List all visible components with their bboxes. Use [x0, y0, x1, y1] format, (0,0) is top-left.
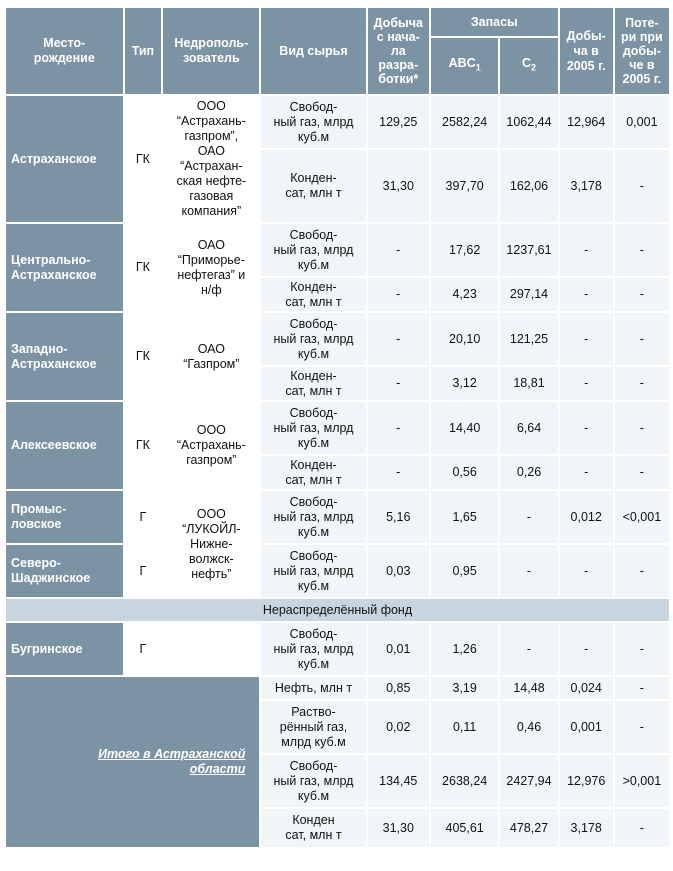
header-user: Недрополь- зователь	[163, 8, 259, 94]
value-loss2005: -	[615, 456, 669, 489]
value-loss2005: -	[615, 623, 669, 675]
field-name: Промыс- ловское	[6, 491, 123, 543]
value-prod2005: -	[560, 367, 613, 400]
raw-type: Конден сат, млн т	[261, 809, 365, 847]
value-prod2005: 0,012	[560, 491, 613, 543]
value-c2: 1062,44	[500, 96, 557, 148]
header-prod2005: Добы- ча в 2005 г.	[560, 8, 613, 94]
value-production: 0,85	[368, 677, 429, 699]
value-production: 31,30	[368, 809, 429, 847]
field-name: Алексеевское	[6, 402, 123, 489]
field-user: ОАО “Газпром”	[163, 313, 259, 400]
value-production: 129,25	[368, 96, 429, 148]
raw-type: Нефть, млн т	[261, 677, 365, 699]
raw-type: Свобод- ный газ, млрд куб.м	[261, 96, 365, 148]
section-title: Нераспределённый фонд	[6, 599, 669, 621]
raw-type: Свобод- ный газ, млрд куб.м	[261, 402, 365, 454]
raw-type: Конден- сат, млн т	[261, 367, 365, 400]
header-production-total: Добыча с нача- ла разра- ботки*	[368, 8, 429, 94]
header-type: Тип	[125, 8, 162, 94]
value-loss2005: -	[615, 278, 669, 311]
field-user: ОАО “Приморье- нефтегаз” и н/ф	[163, 224, 259, 311]
value-abc: 20,10	[431, 313, 498, 365]
header-abc: $ABC_1$	[431, 38, 498, 94]
value-abc: 3,19	[431, 677, 498, 699]
raw-type: Конден- сат, млн т	[261, 278, 365, 311]
value-loss2005: -	[615, 313, 669, 365]
raw-type: Свобод- ный газ, млрд куб.м	[261, 545, 365, 597]
value-prod2005: 0,001	[560, 701, 613, 753]
value-c2: 6,64	[500, 402, 557, 454]
header-reserves: Запасы	[431, 8, 558, 36]
header-loss2005: Поте- ри при добы- че в 2005 г.	[615, 8, 669, 94]
raw-type: Свобод- ный газ, млрд куб.м	[261, 755, 365, 807]
value-abc: 397,70	[431, 150, 498, 222]
value-c2: -	[500, 545, 557, 597]
value-loss2005: 0,001	[615, 96, 669, 148]
raw-type: Конден- сат, млн т	[261, 456, 365, 489]
header-c2: $C_2$	[500, 38, 557, 94]
value-production: 0,03	[368, 545, 429, 597]
value-production: 0,01	[368, 623, 429, 675]
value-c2: 162,06	[500, 150, 557, 222]
field-name: Астраханское	[6, 96, 123, 222]
field-type: ГК	[125, 402, 162, 489]
field-name: Центрально- Астраханское	[6, 224, 123, 311]
value-c2: -	[500, 491, 557, 543]
value-abc: 0,56	[431, 456, 498, 489]
value-c2: 0,26	[500, 456, 557, 489]
value-abc: 1,26	[431, 623, 498, 675]
value-loss2005: -	[615, 545, 669, 597]
value-prod2005: -	[560, 623, 613, 675]
raw-type: Свобод- ный газ, млрд куб.м	[261, 623, 365, 675]
value-production: 31,30	[368, 150, 429, 222]
value-prod2005: -	[560, 224, 613, 276]
value-abc: 1,65	[431, 491, 498, 543]
field-type: Г	[125, 623, 162, 675]
value-production: -	[368, 224, 429, 276]
value-prod2005: -	[560, 545, 613, 597]
value-c2: 18,81	[500, 367, 557, 400]
value-c2: -	[500, 623, 557, 675]
value-production: -	[368, 456, 429, 489]
total-label: Итого в Астраханской области	[6, 677, 259, 847]
field-type: Г	[125, 545, 162, 597]
field-type: ГК	[125, 224, 162, 311]
value-production: -	[368, 402, 429, 454]
value-abc: 2638,24	[431, 755, 498, 807]
value-abc: 14,40	[431, 402, 498, 454]
value-c2: 1237,61	[500, 224, 557, 276]
field-type: Г	[125, 491, 162, 543]
field-user: ООО “ЛУКОЙЛ- Нижне- волжск- нефть”	[163, 491, 259, 597]
value-loss2005: -	[615, 150, 669, 222]
value-prod2005: 3,178	[560, 809, 613, 847]
field-type: ГК	[125, 313, 162, 400]
value-loss2005: -	[615, 367, 669, 400]
value-loss2005: -	[615, 224, 669, 276]
field-user: ООО “Астрахань- газпром”, ОАО “Астрахан- ская нефте- газовая компания”	[163, 96, 259, 222]
value-abc: 3,12	[431, 367, 498, 400]
raw-type: Свобод- ный газ, млрд куб.м	[261, 224, 365, 276]
header-field: Место- рождение	[6, 8, 123, 94]
value-prod2005: 3,178	[560, 150, 613, 222]
reserves-table	[4, 6, 671, 849]
value-production: 134,45	[368, 755, 429, 807]
value-prod2005: 12,976	[560, 755, 613, 807]
value-production: -	[368, 367, 429, 400]
value-loss2005: -	[615, 701, 669, 753]
raw-type: Свобод- ный газ, млрд куб.м	[261, 491, 365, 543]
value-c2: 2427,94	[500, 755, 557, 807]
field-type: ГК	[125, 96, 162, 222]
raw-type: Свобод- ный газ, млрд куб.м	[261, 313, 365, 365]
value-abc: 0,95	[431, 545, 498, 597]
value-prod2005: 0,024	[560, 677, 613, 699]
value-prod2005: -	[560, 456, 613, 489]
value-production: 0,02	[368, 701, 429, 753]
field-name: Западно- Астраханское	[6, 313, 123, 400]
header-raw: Вид сырья	[261, 8, 365, 94]
value-prod2005: -	[560, 402, 613, 454]
raw-type: Конден- сат, млн т	[261, 150, 365, 222]
field-user: ООО “Астрахань- газпром”	[163, 402, 259, 489]
value-abc: 405,61	[431, 809, 498, 847]
value-loss2005: -	[615, 677, 669, 699]
value-abc: 4,23	[431, 278, 498, 311]
value-c2: 0,46	[500, 701, 557, 753]
value-loss2005: -	[615, 809, 669, 847]
value-prod2005: 12,964	[560, 96, 613, 148]
value-abc: 17,62	[431, 224, 498, 276]
value-prod2005: -	[560, 313, 613, 365]
value-production: -	[368, 278, 429, 311]
value-loss2005: <0,001	[615, 491, 669, 543]
value-c2: 478,27	[500, 809, 557, 847]
value-loss2005: >0,001	[615, 755, 669, 807]
value-abc: 0,11	[431, 701, 498, 753]
value-loss2005: -	[615, 402, 669, 454]
field-name: Северо- Шаджинское	[6, 545, 123, 597]
value-abc: 2582,24	[431, 96, 498, 148]
raw-type: Раство- рённый газ, млрд куб.м	[261, 701, 365, 753]
field-user	[163, 623, 259, 675]
value-prod2005: -	[560, 278, 613, 311]
value-production: 5,16	[368, 491, 429, 543]
value-c2: 297,14	[500, 278, 557, 311]
value-c2: 14,48	[500, 677, 557, 699]
value-production: -	[368, 313, 429, 365]
value-c2: 121,25	[500, 313, 557, 365]
field-name: Бугринское	[6, 623, 123, 675]
